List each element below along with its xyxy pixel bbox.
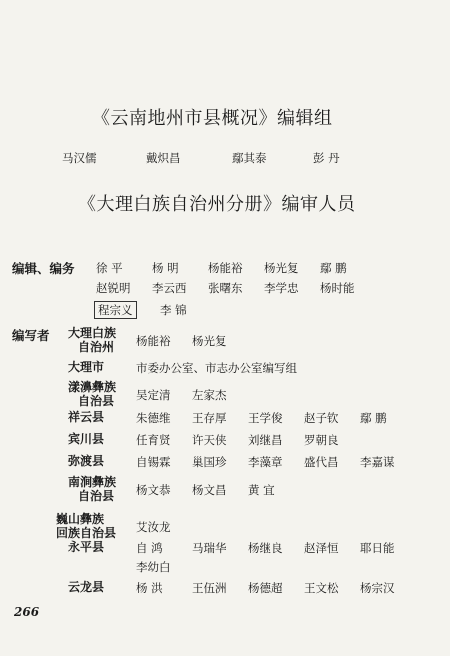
editor-name: 李 锦 [160, 303, 187, 317]
county-unit-line1: 祥云县 [68, 410, 105, 424]
writer-name: 杨德超 [248, 581, 283, 595]
editor-name: 李学忠 [264, 281, 299, 295]
county-unit-line1: 大理白族 [68, 326, 117, 340]
county-unit [56, 512, 116, 540]
county-unit [68, 454, 104, 468]
writer-name: 巢国珍 [192, 455, 227, 469]
writer-name: 盛代昌 [304, 455, 339, 469]
writer-name: 李幼白 [136, 560, 171, 574]
writer-name: 朱德维 [136, 411, 171, 425]
editor-name: 李云西 [152, 281, 187, 295]
writer-name: 自 鸿 [136, 541, 163, 555]
writer-name: 鄢 鹏 [360, 411, 387, 425]
county-unit-line1: 南涧彝族 [68, 475, 117, 489]
page-number: 266 [14, 605, 40, 619]
editor-name: 杨 明 [152, 261, 179, 275]
county-unit [68, 432, 104, 446]
editor-name: 杨光复 [264, 261, 299, 275]
editors-label: 编辑、编务 [12, 261, 75, 276]
member-name: 马汉儒 [62, 151, 97, 165]
county-unit-line2: 自治州 [78, 340, 115, 354]
writer-name: 市委办公室、市志办公室编写组 [136, 361, 297, 375]
member-name: 鄢其泰 [232, 151, 267, 165]
writer-name: 艾汝龙 [136, 520, 171, 534]
county-unit-line2: 自治县 [78, 394, 115, 408]
county-unit-line1: 大理市 [68, 360, 105, 374]
editor-name: 杨能裕 [208, 261, 243, 275]
writer-name: 杨文恭 [136, 483, 171, 497]
county-unit-line1: 永平县 [68, 540, 105, 554]
writer-name: 吴定清 [136, 388, 171, 402]
writer-name: 杨宗汉 [360, 581, 395, 595]
editor-name: 赵锐明 [96, 281, 131, 295]
writers-label: 编写者 [12, 328, 50, 343]
county-unit [68, 360, 104, 374]
member-name: 戴炽昌 [146, 151, 181, 165]
writer-name: 杨文昌 [192, 483, 227, 497]
writer-name: 李嘉谋 [360, 455, 395, 469]
county-unit [68, 410, 104, 424]
writer-name: 黄 宜 [248, 483, 275, 497]
county-unit-line1: 宾川县 [68, 432, 105, 446]
writer-name: 耶日能 [360, 541, 395, 555]
writer-name: 罗朝良 [304, 433, 339, 447]
writer-name: 赵泽恒 [304, 541, 339, 555]
editor-name-boxed: 程宗义 [94, 301, 137, 319]
county-unit [68, 326, 116, 354]
county-unit [68, 540, 104, 554]
writer-name: 王存厚 [192, 411, 227, 425]
review-staff-title: 《大理白族自治州分册》编审人员 [78, 194, 356, 215]
county-unit [68, 580, 104, 594]
editor-name: 鄢 鹏 [320, 261, 347, 275]
writer-name: 赵子钦 [304, 411, 339, 425]
county-unit [68, 475, 116, 503]
editorial-group-title: 《云南地州市县概况》编辑组 [92, 108, 333, 129]
editor-name: 杨时能 [320, 281, 355, 295]
writer-name: 杨光复 [192, 334, 227, 348]
writer-name: 许天侠 [192, 433, 227, 447]
county-unit-line2: 自治县 [78, 489, 115, 503]
county-unit-line1: 漾濞彝族 [68, 380, 117, 394]
writer-name: 任育贤 [136, 433, 171, 447]
county-unit-line2: 回族自治县 [56, 526, 117, 540]
county-unit [68, 380, 116, 408]
writer-name: 王学俊 [248, 411, 283, 425]
editor-name: 张曙东 [208, 281, 243, 295]
writer-name: 刘继昌 [248, 433, 283, 447]
writer-name: 马瑞华 [192, 541, 227, 555]
writer-name: 自锡霖 [136, 455, 171, 469]
member-name: 彭 丹 [313, 151, 340, 165]
writer-name: 杨 洪 [136, 581, 163, 595]
writer-name: 杨能裕 [136, 334, 171, 348]
writer-name: 王伍洲 [192, 581, 227, 595]
county-unit-line1: 巍山彝族 [56, 512, 105, 526]
writer-name: 左家杰 [192, 388, 227, 402]
editor-name: 徐 平 [96, 261, 123, 275]
writer-name: 王文松 [304, 581, 339, 595]
writer-name: 杨继良 [248, 541, 283, 555]
writer-name: 李藻章 [248, 455, 283, 469]
county-unit-line1: 云龙县 [68, 580, 105, 594]
county-unit-line1: 弥渡县 [68, 454, 105, 468]
